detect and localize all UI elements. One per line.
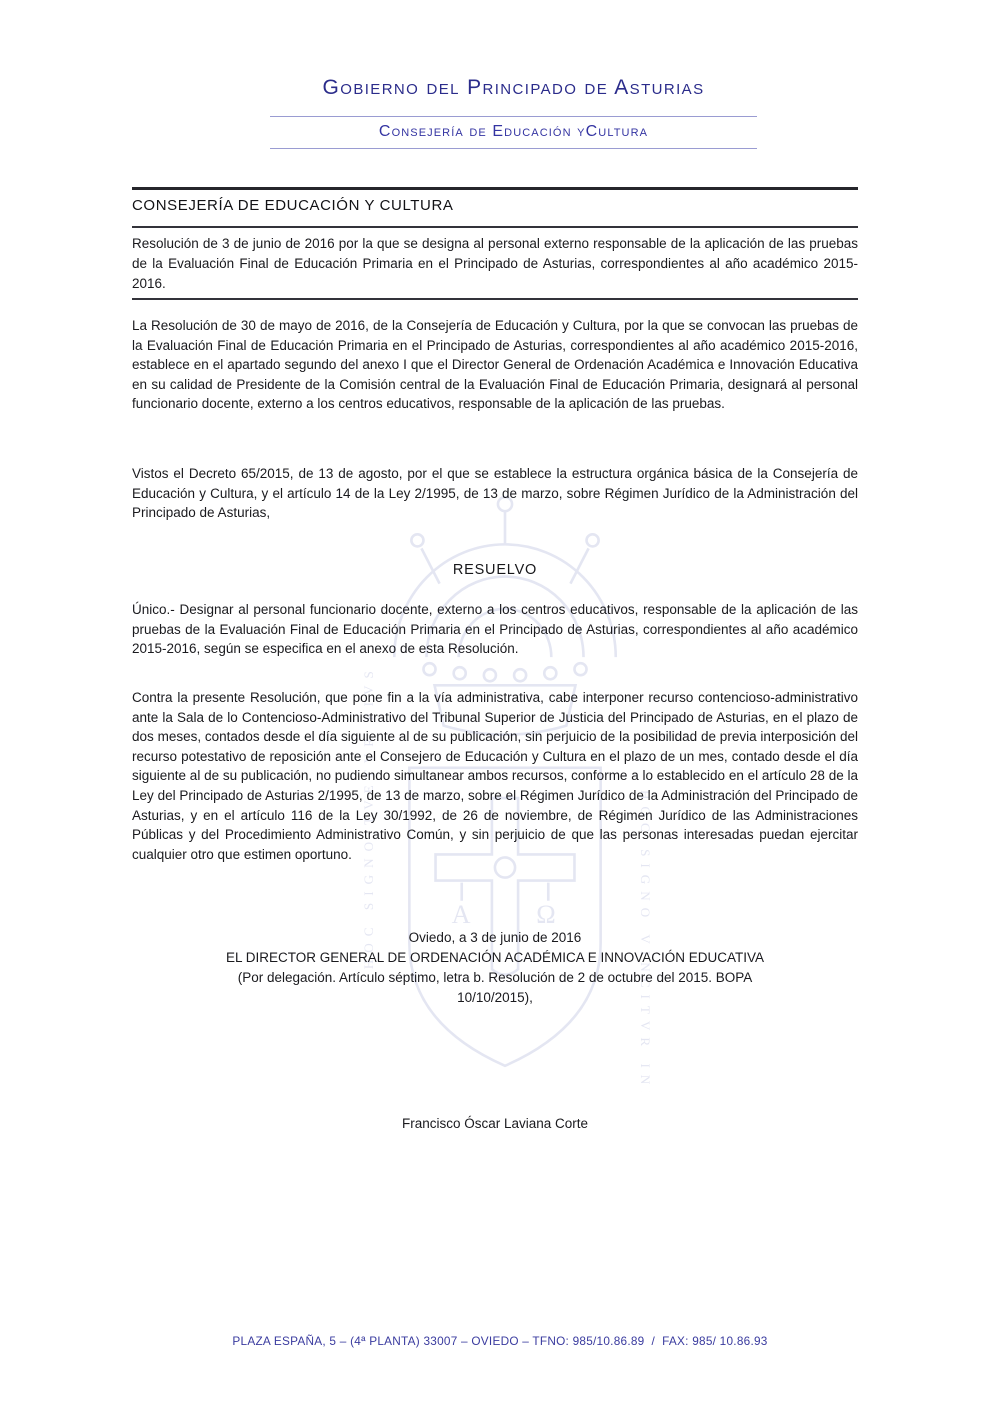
- horizontal-rule-thick: [132, 187, 858, 190]
- letterhead: [270, 76, 757, 149]
- watermark-motto-left: HOC SIGNO TVETVR PIVS: [361, 664, 377, 970]
- signature-delegation-line2: 10/10/2015),: [457, 990, 533, 1005]
- horizontal-rule: [132, 298, 858, 300]
- signature-place-date: Oviedo, a 3 de junio de 2016: [408, 930, 582, 945]
- body-paragraph: Vistos el Decreto 65/2015, de 13 de agosto, por el que se establece la estructura orgánica básica de la Consejería de Educación y Cultura, y el artículo 14 de la Ley 2/1995, de 13 de marzo, sobre Régimen Jurídico de la Administración del Principado de Asturias,: [132, 466, 858, 521]
- horizontal-rule: [132, 226, 858, 228]
- signer-name: Francisco Óscar Laviana Corte: [401, 1116, 589, 1131]
- footer-address: PLAZA ESPAÑA, 5 – (4ª PLANTA) 33007 – OVIEDO – TFNO: 985/10.86.89 / FAX: 985/ 10.86.93: [232, 1334, 768, 1348]
- body-paragraph: La Resolución de 30 de mayo de 2016, de la Consejería de Educación y Cultura, por la que se convocan las pruebas de la Evaluación Final de Educación Primaria en el Principado de Asturias, correspondientes al año académico 2015-2016, establece en el apartado segundo del anexo I que el Director General de Ordenación Académica e Innovación Educativa en su calidad de Presidente de la Comisión central de la Evaluación Final de Educación Primaria, designará al personal funcionario docente, externo a los centros educativos, responsable de la aplicación de las pruebas.: [132, 318, 858, 412]
- department-title: Consejería de Educación yCultura: [378, 123, 649, 140]
- resolution-paragraph: Contra la presente Resolución, que pone fin a la vía administrativa, cabe interponer recurso contencioso-administrativo ante la Sala de lo Contencioso-Administrativo del Tribunal Superior de Justicia del Principado de Asturias, en el plazo de dos meses, contados desde el día siguiente al de su publicación, sin perjuicio de la posibilidad de previa interposición del recurso potestativo de reposición ante el Consejero de Educación y Cultura en el plazo de un mes, contado desde el día siguiente al de su publicación, no pudiendo simultanear ambos recursos, conforme a lo establecido en el artículo 28 de la Ley del Principado de Asturias 2/1995, de 13 de marzo, sobre el Régimen Jurídico de la Administración del Principado de Asturias, y en el artículo 116 de la Ley 30/1992, de 26 de noviembre, de Régimen Jurídico de las Administraciones Públicas y del Procedimiento Administrativo Común, y sin perjuicio de que las personas interesadas puedan ejercitar cualquier otro que estimen oportuno.: [132, 690, 858, 862]
- resolution-title: Resolución de 3 de junio de 2016 por la que se designa al personal externo responsable de la aplicación de las pruebas de la Evaluación Final de Educación Primaria en el Principado de Asturias, correspondientes al año académico 2015-2016.: [132, 236, 858, 291]
- watermark-omega-glyph: Ω: [536, 899, 556, 929]
- watermark-motto-right: HOC SIGNO VINCITVR INIMICVS: [637, 790, 653, 1092]
- watermark-alpha-glyph: Α: [451, 899, 471, 929]
- government-title: Gobierno del Principado de Asturias: [322, 76, 705, 99]
- signature-block: [132, 928, 858, 1008]
- signature-delegation-line1: (Por delegación. Artículo séptimo, letra b. Resolución de 2 de octubre del 2015. BOPA: [237, 970, 753, 985]
- signature-signer-title: EL DIRECTOR GENERAL DE ORDENACIÓN ACADÉMICA E INNOVACIÓN EDUCATIVA: [225, 950, 765, 965]
- resolution-paragraph: Único.- Designar al personal funcionario docente, externo a los centros educativos, responsable de la aplicación de las pruebas de la Evaluación Final de Educación Primaria en el Principado de Asturias, correspondientes al año académico 2015-2016, según se especifica en el anexo de esta Resolución.: [132, 602, 858, 657]
- resuelvo-heading: RESUELVO: [452, 562, 538, 578]
- department-strip: [270, 116, 757, 149]
- letterhead-heading: CONSEJERÍA DE EDUCACIÓN Y CULTURA: [132, 197, 454, 214]
